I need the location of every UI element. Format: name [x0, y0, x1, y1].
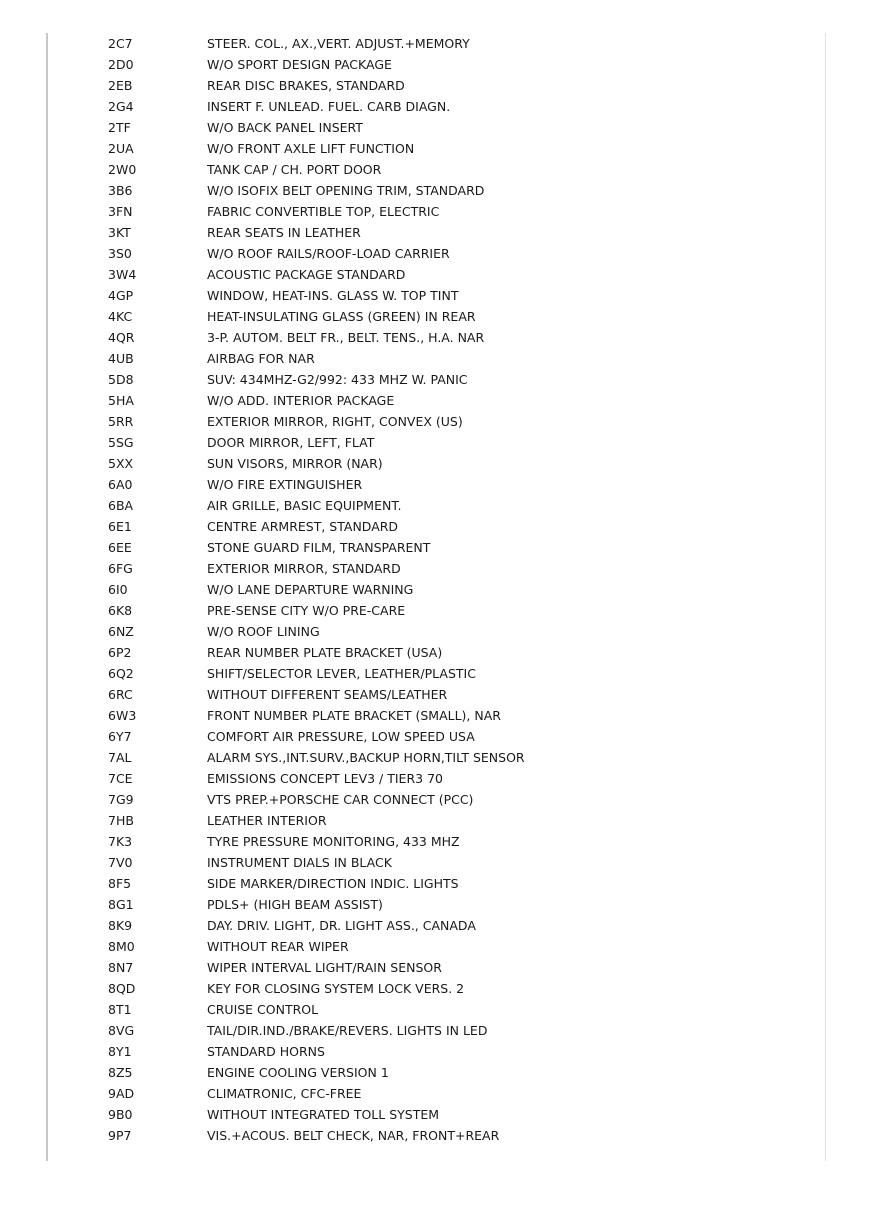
table-row	[108, 33, 798, 54]
table-row	[108, 831, 798, 852]
table-row	[108, 285, 798, 306]
option-description: WITHOUT REAR WIPER	[207, 939, 349, 954]
option-code: 3W4	[108, 267, 137, 282]
table-row	[108, 726, 798, 747]
option-code: 6I0	[108, 582, 128, 597]
table-row	[108, 852, 798, 873]
option-code: 4UB	[108, 351, 134, 366]
document-page	[46, 33, 826, 1161]
option-description: W/O LANE DEPARTURE WARNING	[207, 582, 414, 597]
table-row	[108, 1041, 798, 1062]
table-row	[108, 873, 798, 894]
table-row	[108, 642, 798, 663]
table-row	[108, 915, 798, 936]
table-row	[108, 243, 798, 264]
table-row	[108, 999, 798, 1020]
table-row	[108, 222, 798, 243]
option-code: 2EB	[108, 78, 133, 93]
option-description: W/O ROOF RAILS/ROOF-LOAD CARRIER	[207, 246, 450, 261]
table-row	[108, 432, 798, 453]
table-row	[108, 789, 798, 810]
option-code: 8QD	[108, 981, 136, 996]
option-code: 6BA	[108, 498, 134, 513]
option-description: EXTERIOR MIRROR, STANDARD	[207, 561, 401, 576]
option-description: CLIMATRONIC, CFC-FREE	[207, 1086, 362, 1101]
option-description: PDLS+ (HIGH BEAM ASSIST)	[207, 897, 383, 912]
option-description: DOOR MIRROR, LEFT, FLAT	[207, 435, 375, 450]
option-code: 3KT	[108, 225, 131, 240]
option-code: 8Y1	[108, 1044, 132, 1059]
option-code: 8VG	[108, 1023, 135, 1038]
option-code: 3S0	[108, 246, 132, 261]
option-code: 5HA	[108, 393, 134, 408]
option-description: SUV: 434MHZ-G2/992: 433 MHZ W. PANIC	[207, 372, 468, 387]
option-description: STANDARD HORNS	[207, 1044, 325, 1059]
table-row	[108, 810, 798, 831]
table-row	[108, 516, 798, 537]
option-code: 8Z5	[108, 1065, 133, 1080]
table-row	[108, 600, 798, 621]
option-description: W/O SPORT DESIGN PACKAGE	[207, 57, 392, 72]
table-row	[108, 936, 798, 957]
option-description: 3-P. AUTOM. BELT FR., BELT. TENS., H.A. NAR	[207, 330, 485, 345]
option-description: LEATHER INTERIOR	[207, 813, 327, 828]
option-code: 9B0	[108, 1107, 133, 1122]
option-code: 9P7	[108, 1128, 132, 1143]
option-code: 5SG	[108, 435, 134, 450]
option-description: ALARM SYS.,INT.SURV.,BACKUP HORN,TILT SENSOR	[207, 750, 525, 765]
table-row	[108, 390, 798, 411]
table-row	[108, 180, 798, 201]
option-code: 9AD	[108, 1086, 135, 1101]
option-code: 2C7	[108, 36, 133, 51]
table-row	[108, 117, 798, 138]
option-code: 6FG	[108, 561, 133, 576]
table-row	[108, 1062, 798, 1083]
option-description: REAR SEATS IN LEATHER	[207, 225, 361, 240]
option-code-table	[108, 33, 798, 1146]
option-code: 5XX	[108, 456, 134, 471]
table-row	[108, 1125, 798, 1146]
table-row	[108, 159, 798, 180]
option-description: KEY FOR CLOSING SYSTEM LOCK VERS. 2	[207, 981, 465, 996]
option-description: CENTRE ARMREST, STANDARD	[207, 519, 399, 534]
option-code: 5RR	[108, 414, 134, 429]
option-description: WIPER INTERVAL LIGHT/RAIN SENSOR	[207, 960, 442, 975]
table-row	[108, 369, 798, 390]
option-code: 4GP	[108, 288, 134, 303]
table-row	[108, 957, 798, 978]
table-row	[108, 894, 798, 915]
table-row	[108, 768, 798, 789]
option-code: 7K3	[108, 834, 133, 849]
option-description: WITHOUT DIFFERENT SEAMS/LEATHER	[207, 687, 448, 702]
table-row	[108, 663, 798, 684]
option-code: 2TF	[108, 120, 131, 135]
option-description: SUN VISORS, MIRROR (NAR)	[207, 456, 383, 471]
option-code: 8K9	[108, 918, 133, 933]
table-row	[108, 747, 798, 768]
option-description: VTS PREP.+PORSCHE CAR CONNECT (PCC)	[207, 792, 474, 807]
option-code: 4KC	[108, 309, 133, 324]
table-row	[108, 348, 798, 369]
option-description: FABRIC CONVERTIBLE TOP, ELECTRIC	[207, 204, 440, 219]
option-code: 6A0	[108, 477, 133, 492]
option-description: AIR GRILLE, BASIC EQUIPMENT.	[207, 498, 402, 513]
option-description: DAY. DRIV. LIGHT, DR. LIGHT ASS., CANADA	[207, 918, 476, 933]
table-row	[108, 579, 798, 600]
option-description: INSERT F. UNLEAD. FUEL. CARB DIAGN.	[207, 99, 451, 114]
option-description: W/O ROOF LINING	[207, 624, 320, 639]
table-row	[108, 684, 798, 705]
option-code: 6P2	[108, 645, 132, 660]
option-description: W/O ISOFIX BELT OPENING TRIM, STANDARD	[207, 183, 485, 198]
table-row	[108, 138, 798, 159]
table-row	[108, 411, 798, 432]
option-description: AIRBAG FOR NAR	[207, 351, 315, 366]
table-row	[108, 1104, 798, 1125]
option-code: 3FN	[108, 204, 133, 219]
option-code: 4QR	[108, 330, 135, 345]
option-description: VIS.+ACOUS. BELT CHECK, NAR, FRONT+REAR	[207, 1128, 500, 1143]
option-code: 6EE	[108, 540, 132, 555]
option-code: 7HB	[108, 813, 134, 828]
option-description: FRONT NUMBER PLATE BRACKET (SMALL), NAR	[207, 708, 501, 723]
option-description: CRUISE CONTROL	[207, 1002, 319, 1017]
option-description: PRE-SENSE CITY W/O PRE-CARE	[207, 603, 406, 618]
table-row	[108, 474, 798, 495]
option-description: SIDE MARKER/DIRECTION INDIC. LIGHTS	[207, 876, 459, 891]
table-row	[108, 705, 798, 726]
option-code: 2W0	[108, 162, 137, 177]
table-row	[108, 201, 798, 222]
option-code: 2D0	[108, 57, 134, 72]
option-description: TAIL/DIR.IND./BRAKE/REVERS. LIGHTS IN LED	[207, 1023, 488, 1038]
option-description: W/O BACK PANEL INSERT	[207, 120, 363, 135]
option-description: INSTRUMENT DIALS IN BLACK	[207, 855, 392, 870]
option-code: 8N7	[108, 960, 134, 975]
option-description: EXTERIOR MIRROR, RIGHT, CONVEX (US)	[207, 414, 463, 429]
table-row	[108, 264, 798, 285]
option-description: TYRE PRESSURE MONITORING, 433 MHZ	[207, 834, 460, 849]
option-code: 5D8	[108, 372, 134, 387]
table-row	[108, 75, 798, 96]
option-description: HEAT-INSULATING GLASS (GREEN) IN REAR	[207, 309, 476, 324]
option-code: 6RC	[108, 687, 133, 702]
option-description: W/O FIRE EXTINGUISHER	[207, 477, 363, 492]
option-description: ENGINE COOLING VERSION 1	[207, 1065, 389, 1080]
option-description: STONE GUARD FILM, TRANSPARENT	[207, 540, 431, 555]
option-description: STEER. COL., AX.,VERT. ADJUST.+MEMORY	[207, 36, 470, 51]
option-code: 8F5	[108, 876, 132, 891]
option-description: WITHOUT INTEGRATED TOLL SYSTEM	[207, 1107, 440, 1122]
table-row	[108, 1020, 798, 1041]
option-code: 8T1	[108, 1002, 132, 1017]
table-row	[108, 327, 798, 348]
option-code: 7G9	[108, 792, 134, 807]
table-row	[108, 495, 798, 516]
option-description: W/O ADD. INTERIOR PACKAGE	[207, 393, 395, 408]
option-description: ACOUSTIC PACKAGE STANDARD	[207, 267, 406, 282]
table-row	[108, 1083, 798, 1104]
option-description: COMFORT AIR PRESSURE, LOW SPEED USA	[207, 729, 475, 744]
option-description: EMISSIONS CONCEPT LEV3 / TIER3 70	[207, 771, 443, 786]
option-description: WINDOW, HEAT-INS. GLASS W. TOP TINT	[207, 288, 459, 303]
option-code: 7V0	[108, 855, 133, 870]
option-code: 6W3	[108, 708, 137, 723]
option-code: 6Y7	[108, 729, 132, 744]
option-code: 8G1	[108, 897, 134, 912]
option-code: 2G4	[108, 99, 134, 114]
option-code: 8M0	[108, 939, 135, 954]
option-code: 6E1	[108, 519, 132, 534]
table-row	[108, 558, 798, 579]
option-description: W/O FRONT AXLE LIFT FUNCTION	[207, 141, 415, 156]
table-row	[108, 621, 798, 642]
option-code: 6K8	[108, 603, 133, 618]
table-row	[108, 537, 798, 558]
option-code: 3B6	[108, 183, 133, 198]
table-row	[108, 306, 798, 327]
option-description: SHIFT/SELECTOR LEVER, LEATHER/PLASTIC	[207, 666, 476, 681]
option-code: 7AL	[108, 750, 132, 765]
option-description: TANK CAP / CH. PORT DOOR	[207, 162, 382, 177]
option-description: REAR DISC BRAKES, STANDARD	[207, 78, 405, 93]
table-row	[108, 54, 798, 75]
table-row	[108, 978, 798, 999]
option-code: 6NZ	[108, 624, 134, 639]
table-row	[108, 453, 798, 474]
table-row	[108, 96, 798, 117]
option-code: 6Q2	[108, 666, 134, 681]
option-code: 2UA	[108, 141, 134, 156]
option-description: REAR NUMBER PLATE BRACKET (USA)	[207, 645, 443, 660]
option-code: 7CE	[108, 771, 133, 786]
